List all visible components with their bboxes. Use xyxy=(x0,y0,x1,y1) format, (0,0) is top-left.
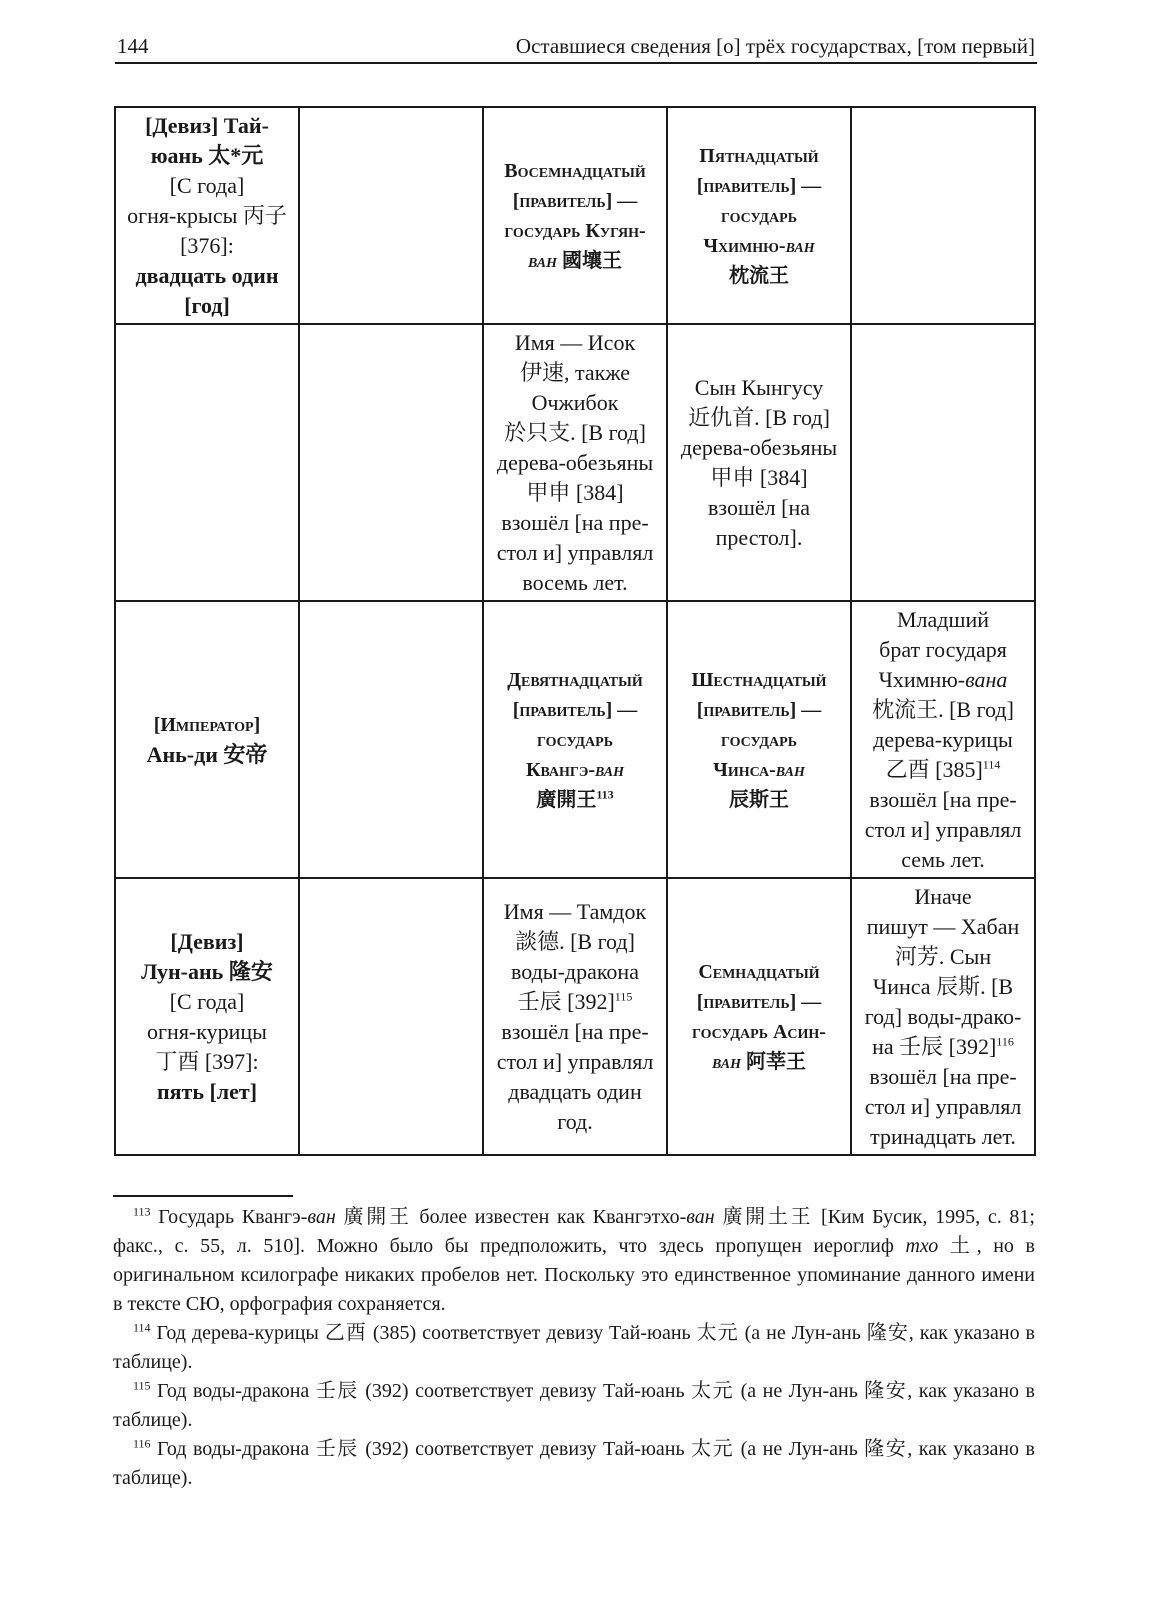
footnotes xyxy=(113,1203,1035,1493)
cell-paekche-ruler: Семнадцатый [правитель] — государь Асин- ван 阿莘王 xyxy=(667,878,851,1155)
cell-empty xyxy=(299,324,483,601)
table-row xyxy=(115,601,1035,878)
cell-era: [Девиз] Тай- юань 太*元 [С года] огня-крысы 丙子 [376]: двадцать один [год] xyxy=(115,107,299,324)
footnote-115: $^{115}$ Год воды-дракона 壬辰 (392) соответствует девизу Тай-юань 太元 (а не Лун-ань 隆安, как указано в таблице). xyxy=(113,1378,1035,1431)
footnote-rule xyxy=(113,1195,293,1197)
cell-paekche-ruler: Пятнадцатый [правитель] — государь Чхимню-ван 枕流王 xyxy=(667,107,851,324)
cell-empty xyxy=(115,324,299,601)
cell-paekche-note: Сын Кынгусу 近仇首. [В год] дерева-обезьяны 甲申 [384] взошёл [на престол]. xyxy=(667,324,851,601)
cell-empty xyxy=(299,601,483,878)
cell-empty xyxy=(299,878,483,1155)
page-number: 144 xyxy=(117,34,149,58)
cell-koguryo-note: Имя — Исок 伊速, также Очжибок 於只支. [В год] дерева-обезьяны 甲申 [384] взошёл [на пре- стол и] управлял восемь лет. xyxy=(483,324,667,601)
cell-empty xyxy=(299,107,483,324)
cell-empty xyxy=(851,107,1035,324)
cell-paekche-ruler: Шестнадцатый [правитель] — государь Чинса-ван 辰斯王 xyxy=(667,601,851,878)
cell-era: [Девиз] Лун-ань 隆安 [С года] огня-курицы 丁酉 [397]: пять [лет] xyxy=(115,878,299,1155)
cell-era: [Император] Ань-ди 安帝 xyxy=(115,601,299,878)
table-row xyxy=(115,878,1035,1155)
chronology-table xyxy=(114,106,1036,1156)
footnote-116: $^{116}$ Год воды-дракона 壬辰 (392) соответствует девизу Тай-юань 太元 (а не Лун-ань 隆安, как указано в таблице). xyxy=(113,1436,1035,1489)
cell-koguryo-note: Имя — Тамдок 談德. [В год] воды-дракона 壬辰 [392]$^{115}$ взошёл [на пре- стол и] управлял двадцать один год. xyxy=(483,878,667,1155)
footnote-ref: 113 xyxy=(596,786,614,801)
table-row xyxy=(115,324,1035,601)
running-header xyxy=(115,30,1037,64)
table-row xyxy=(115,107,1035,324)
cell-empty xyxy=(851,324,1035,601)
footnote-ref: 116 xyxy=(996,1034,1014,1049)
cell-koguryo-ruler: Девятнадцатый [правитель] — государь Квангэ-ван 廣開王$^{113}$ xyxy=(483,601,667,878)
footnote-114: $^{114}$ Год дерева-курицы 乙酉 (385) соответствует девизу Тай-юань 太元 (а не Лун-ань 隆安, как указано в таблице). xyxy=(113,1320,1035,1373)
footnote-ref: 114 xyxy=(982,757,1001,772)
footnote-113: $^{113}$ Государь Квангэ-ван 廣開王 более известен как Квангэтхо-ван 廣開土王 [Ким Бусик, 1995, с. 81; факс., с. 55, л. 510]. Можно было бы предположить, что здесь пропущен иероглиф тхо 土, но в оригинальном ксилографе никаких пробелов нет. Поскольку это единственное упоминание данного имени в тексте СЮ, орфография сохраняется. xyxy=(113,1204,1035,1315)
cell-koguryo-ruler: Восемнадцатый [правитель] — государь Кугян- ван 國壤王 xyxy=(483,107,667,324)
cell-paekche-note: Младший брат государя Чхимню-вана 枕流王. [В год] дерева-курицы 乙酉 [385]$^{114}$ взошёл [на пре- стол и] управлял семь лет. xyxy=(851,601,1035,878)
running-title: Оставшиеся сведения [о] трёх государствах, [том первый] xyxy=(515,34,1035,58)
cell-paekche-note: Иначе пишут — Хабан 河芳. Сын Чинса 辰斯. [В год] воды-драко- на 壬辰 [392]$^{116}$ взошёл [на пре- стол и] управлял тринадцать лет. xyxy=(851,878,1035,1155)
footnote-ref: 115 xyxy=(614,989,633,1004)
